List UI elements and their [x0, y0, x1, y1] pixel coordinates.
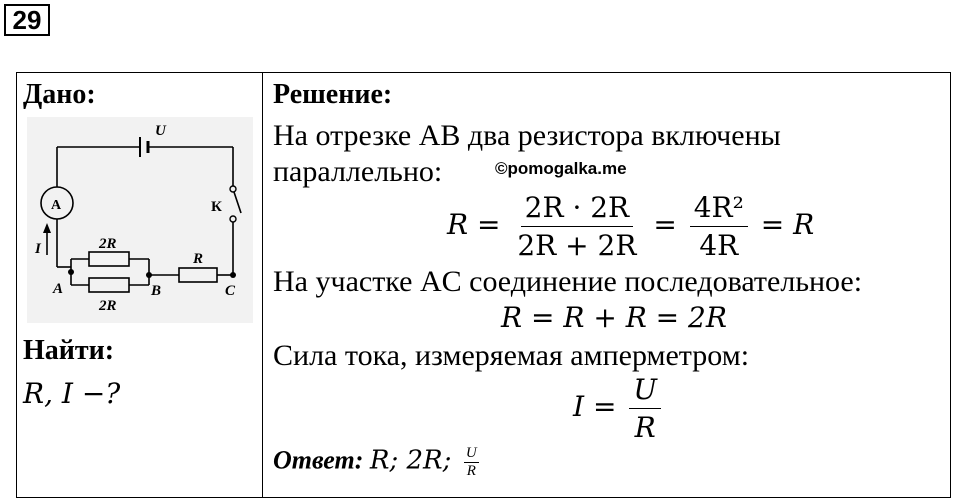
- key-contact-bottom: [230, 216, 236, 222]
- solution-heading: Решение:: [273, 79, 393, 110]
- label-node-b: B: [151, 283, 162, 299]
- eq1-fraction-1: [513, 191, 640, 262]
- eq1-fraction-2: [690, 191, 748, 262]
- circuit-diagram: [27, 117, 253, 323]
- find-heading: Найти:: [23, 335, 115, 366]
- equation-current: [573, 373, 665, 444]
- eq1-mid: =: [653, 208, 677, 241]
- eq1-f2-denominator: 4R: [699, 229, 739, 262]
- label-node-a: A: [53, 281, 64, 297]
- solution-line-2: параллельно:: [273, 155, 443, 188]
- answer-fraction: [464, 445, 479, 480]
- solution-table: [16, 72, 951, 498]
- watermark: ©pomogalka.me: [495, 159, 627, 178]
- solution-line-3: На участке AC соединение последовательное:: [273, 265, 863, 298]
- equation-parallel: [447, 191, 814, 262]
- answer-text: R; 2R;: [369, 445, 452, 476]
- find-text: [23, 377, 120, 410]
- label-source-u: U: [155, 123, 166, 139]
- eq3-denominator: R: [634, 411, 656, 444]
- eq3-fraction: [629, 373, 661, 444]
- current-arrow-head: [43, 223, 51, 233]
- resistor-top-2r: [89, 252, 129, 266]
- label-current: I: [35, 241, 41, 257]
- eq1-f1-numerator: 2R · 2R: [521, 191, 634, 227]
- circuit-svg: [27, 117, 253, 323]
- node-c-dot: [230, 272, 236, 278]
- label-series-r: R: [193, 251, 204, 267]
- answer-denominator: R: [466, 463, 476, 479]
- label-bottom-2r: 2R: [99, 298, 117, 314]
- solution-line-1: На отрезке AB два резистора включены: [273, 119, 781, 152]
- answer-numerator: U: [465, 445, 477, 461]
- answer-label: Ответ:: [273, 445, 364, 475]
- key-switch: [233, 189, 241, 213]
- label-ammeter: A: [51, 198, 62, 213]
- eq1-f2-numerator: 4R²: [690, 191, 748, 227]
- problem-number: [4, 4, 50, 36]
- node-a-dot: [68, 269, 74, 275]
- column-divider: [262, 73, 263, 497]
- label-top-2r: 2R: [99, 236, 117, 252]
- eq3-lhs: I =: [573, 390, 617, 423]
- label-node-c: C: [225, 283, 236, 299]
- label-key: К: [211, 199, 222, 215]
- find-text-value: R, I −?: [23, 377, 121, 410]
- solution-line-4: Сила тока, измеряемая амперметром:: [273, 339, 750, 372]
- node-b-dot: [146, 272, 152, 278]
- key-contact-top: [230, 186, 236, 192]
- answer-line: [273, 445, 479, 480]
- given-heading: Дано:: [23, 79, 96, 110]
- problem-number-text: 29: [12, 4, 42, 35]
- resistor-series-r: [179, 268, 217, 282]
- eq1-lhs: R =: [447, 208, 501, 241]
- eq1-f1-denominator: 2R + 2R: [517, 229, 637, 262]
- eq1-rhs: = R: [760, 208, 815, 241]
- equation-series: R = R + R = 2R: [501, 301, 727, 334]
- resistor-bottom-2r: [89, 278, 129, 292]
- eq3-numerator: U: [629, 373, 661, 409]
